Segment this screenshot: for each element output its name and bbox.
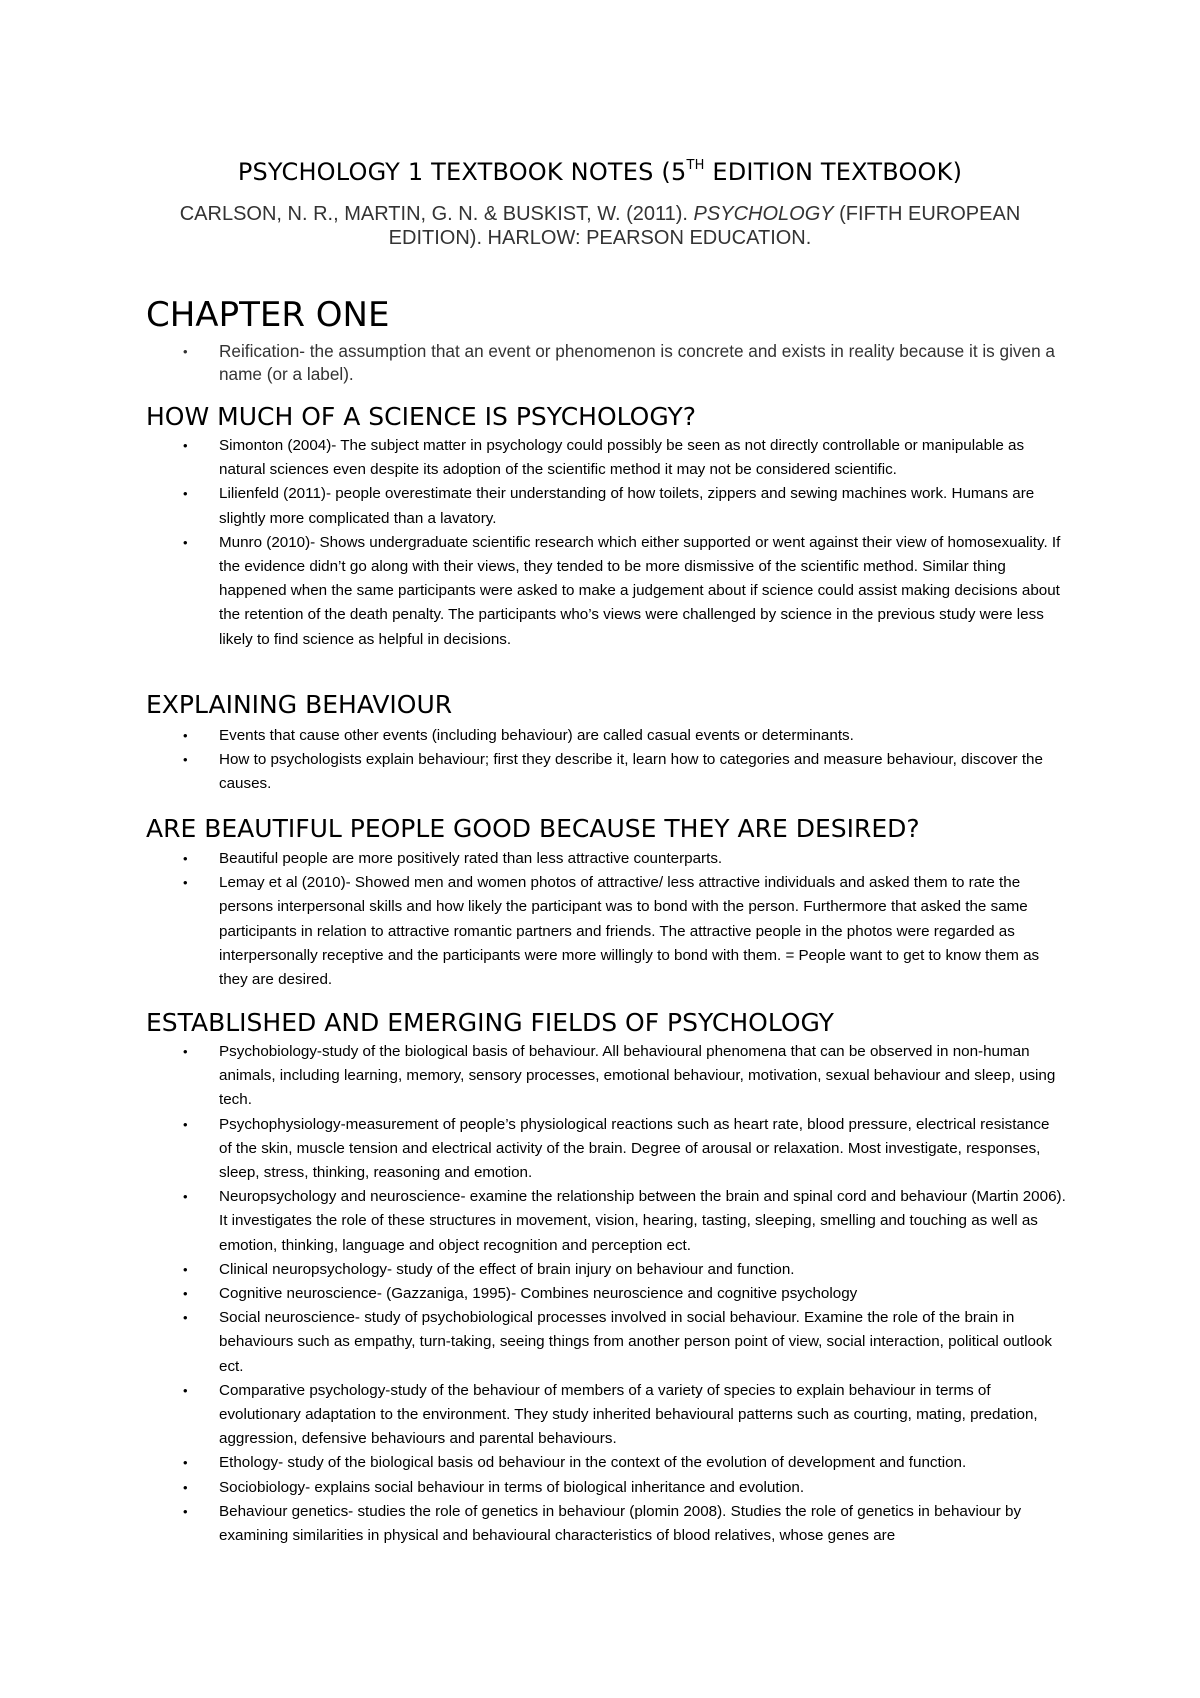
section-heading: EXPLAINING BEHAVIOUR: [146, 690, 453, 719]
title-superscript: TH: [686, 158, 705, 173]
bullet-icon: •: [183, 1286, 188, 1302]
list-item-text: Munro (2010)- Shows undergraduate scientific research which either supported or went against their view of homosexuality. If the evidence didn’t go along with their views, they tended to be more dismissive of the scientific method. Similar thing happened when the same participants were asked to make a judgement about if science could assist making decisions about the retention of the death penalty. The participants who’s views were challenged by science in the previous study were less likely to find science as helpful in decisions.: [219, 533, 1061, 648]
list-item-text: Psychophysiology-measurement of people’s physiological reactions such as heart rate, blood pressure, electrical resistance of the skin, muscle tension and electrical activity of the brain. Degree of arousal or relaxation. Most investigate, responses, sleep, stress, thinking, reasoning and emotion.: [219, 1115, 1050, 1182]
bullet-icon: •: [183, 1455, 188, 1471]
bullet-icon: •: [183, 851, 188, 866]
citation-authors: CARLSON, N. R., MARTIN, G. N. & BUSKIST, W. (2011).: [179, 203, 694, 225]
list-item-text: Sociobiology- explains social behaviour in terms of biological inheritance and evolution.: [219, 1478, 805, 1496]
list-item-text: Ethology- study of the biological basis od behaviour in the context of the evolution of development and function.: [219, 1454, 967, 1472]
bullet-icon: •: [183, 1044, 188, 1059]
bullet-list: [146, 1040, 1066, 1548]
citation: [150, 202, 1050, 250]
list-item: [146, 1379, 1066, 1452]
list-item-text: Simonton (2004)- The subject matter in psychology could possibly be seen as not directly controllable or manipulable as natural sciences even despite its adoption of the scientific method it may not be considered scientific.: [219, 437, 1025, 479]
list-item-text: Cognitive neuroscience- (Gazzaniga, 1995)- Combines neuroscience and cognitive psychology: [219, 1285, 858, 1303]
list-item: [146, 1040, 1066, 1113]
section-heading: HOW MUCH OF A SCIENCE IS PSYCHOLOGY?: [146, 402, 697, 431]
section-heading: ARE BEAUTIFUL PEOPLE GOOD BECAUSE THEY ARE DESIRED?: [146, 814, 920, 843]
bullet-icon: •: [183, 1503, 188, 1519]
bullet-icon: •: [183, 875, 188, 891]
bullet-icon: •: [183, 1479, 188, 1495]
citation-book-title: PSYCHOLOGY: [693, 203, 834, 225]
list-item-text: Events that cause other events (including behaviour) are called casual events or determinants.: [219, 727, 854, 744]
bullet-icon: •: [183, 344, 188, 359]
bullet-icon: •: [183, 438, 188, 453]
list-item: [146, 1476, 1066, 1500]
title-rest: EDITION TEXTBOOK): [704, 158, 963, 186]
bullet-list: [146, 724, 1066, 797]
list-item: [146, 1500, 1066, 1548]
bullet-icon: •: [183, 1382, 188, 1398]
list-item: [146, 1451, 1066, 1475]
bullet-icon: •: [183, 1116, 188, 1132]
citation-publisher: (FIFTH EUROPEAN EDITION). HARLOW: PEARSON EDUCATION.: [388, 203, 1021, 249]
list-item-text: Clinical neuropsychology- study of the effect of brain injury on behaviour and function.: [219, 1260, 795, 1278]
list-item-text: Behaviour genetics- studies the role of genetics in behaviour (plomin 2008). Studies the role of genetics in behaviour by examining similarities in physical and behavioural characteristics of blood relatives, whose genes are: [219, 1502, 1022, 1545]
list-item-text: Lilienfeld (2011)- people overestimate their understanding of how toilets, zippers and sewing machines work. Humans are slightly more complicated than a lavatory.: [219, 485, 1035, 527]
list-item: [146, 434, 1066, 482]
bullet-list: [146, 434, 1066, 652]
bullet-icon: •: [183, 1310, 188, 1326]
bullet-list: [146, 340, 1066, 386]
bullet-icon: •: [183, 728, 188, 743]
list-item: [146, 1113, 1066, 1186]
section-heading: ESTABLISHED AND EMERGING FIELDS OF PSYCHOLOGY: [146, 1008, 834, 1037]
list-item: [146, 1185, 1066, 1258]
list-item: [146, 482, 1066, 530]
list-item-text: Comparative psychology-study of the behaviour of members of a variety of species to explain behaviour in terms of evolutionary adaptation to the environment. They study inherited behavioural patterns such as courting, mating, predation, aggression, defensive behaviours and parental behaviours.: [219, 1381, 1038, 1448]
list-item-text: How to psychologists explain behaviour; first they describe it, learn how to categories and measure behaviour, discover the causes.: [219, 751, 1043, 793]
bullet-icon: •: [183, 1189, 188, 1205]
bullet-icon: •: [183, 752, 188, 768]
bullet-list: [146, 847, 1066, 992]
list-item-text: Beautiful people are more positively rated than less attractive counterparts.: [219, 850, 723, 867]
list-item: [146, 531, 1066, 652]
bullet-icon: •: [183, 1261, 188, 1277]
bullet-icon: •: [183, 534, 188, 550]
list-item: [146, 748, 1066, 796]
list-item: [146, 340, 1066, 386]
list-item-text: Lemay et al (2010)- Showed men and women photos of attractive/ less attractive individuals and asked them to rate the persons interpersonal skills and how likely the participant was to bond with the person. Furthermore that asked the same participants in relation to attractive romantic partners and friends. The attractive people in the photos were regarded as interpersonally receptive and the participants were more willingly to bond with them. = People want to get to know them as they are desired.: [219, 874, 1040, 989]
title-main: PSYCHOLOGY 1 TEXTBOOK NOTES (5: [237, 158, 687, 186]
chapter-heading: CHAPTER ONE: [146, 295, 390, 335]
list-item-text: Psychobiology-study of the biological basis of behaviour. All behavioural phenomena that can be observed in non-human animals, including learning, memory, sensory processes, emotional behaviour, motivation, sexual behaviour and sleep, using tech.: [219, 1043, 1056, 1109]
bullet-icon: •: [183, 486, 188, 502]
list-item-text: Reification- the assumption that an event or phenomenon is concrete and exists in reality because it is given a name (or a label).: [219, 341, 1055, 384]
list-item-text: Neuropsychology and neuroscience- examine the relationship between the brain and spinal cord and behaviour (Martin 2006). It investigates the role of these structures in movement, vision, hearing, tasting, sleeping, smelling and touching as well as emotion, thinking, language and object recognition and perception ect.: [219, 1188, 1066, 1254]
list-item: [146, 847, 1066, 871]
list-item-text: Social neuroscience- study of psychobiological processes involved in social behaviour. Examine the role of the brain in behaviours such as empathy, turn-taking, seeing things from another person point of view, social interaction, political outlook ect.: [219, 1309, 1052, 1375]
list-item: [146, 1306, 1066, 1379]
list-item: [146, 1258, 1066, 1282]
document-title: [0, 158, 1200, 186]
list-item: [146, 871, 1066, 992]
list-item: [146, 1282, 1066, 1306]
list-item: [146, 724, 1066, 748]
